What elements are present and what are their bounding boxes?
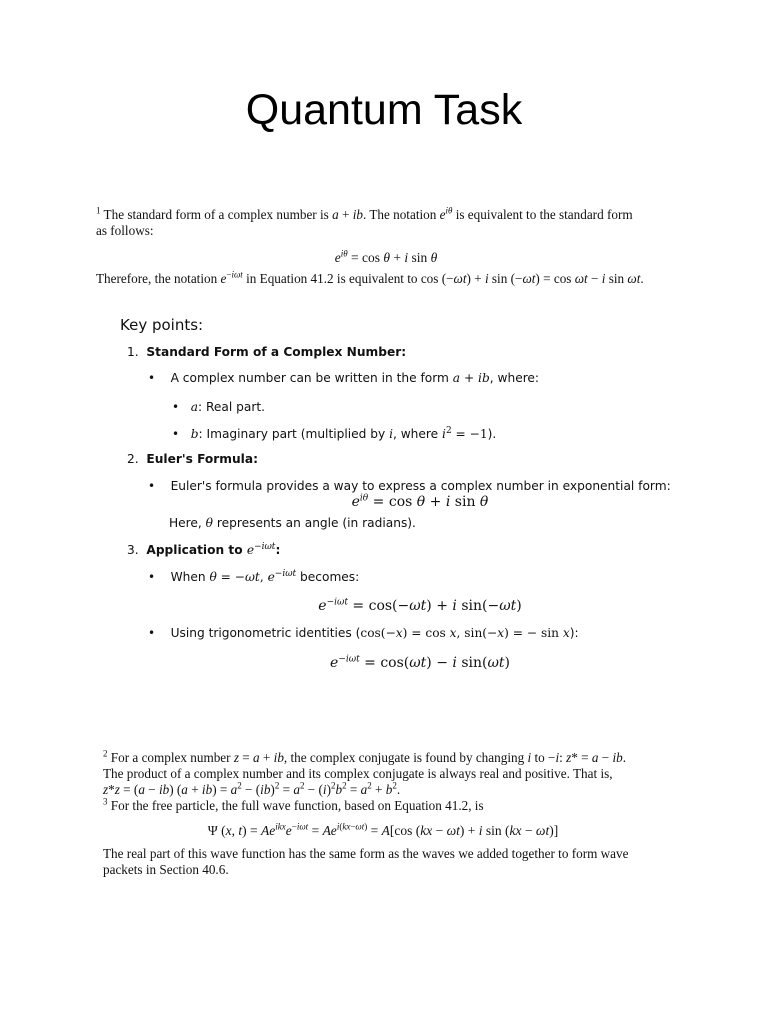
key-point-2-note: Here, θ represents an angle (in radians). xyxy=(169,516,416,530)
key-point-1-sub-b: • b: Imaginary part (multiplied by i, where $i^2 = -1$). xyxy=(172,425,497,441)
footnote-1-line-1: $^1$ The standard form of a complex number is a + ib. The notation $e^{i\theta}$ is equivalent to the standard form xyxy=(96,205,633,222)
eulers-formula-equation: $e^{i\theta} = \cos \theta + i$ sin θ xyxy=(351,493,489,510)
key-point-2-bullet: • Euler's formula provides a way to express a complex number in exponential form: xyxy=(148,479,671,493)
application-equation-2: $e^{-i\omega t} = \cos(\omega t) - i$ sin(ωt) xyxy=(330,654,510,671)
footnote-1-line-2: as follows: xyxy=(96,223,154,238)
footnote-3-line-2: The real part of this wave function has the same form as the waves we added together to form wave xyxy=(103,846,629,861)
footnote-1-line-3: Therefore, the notation $e^{-i\omega t}$ in Equation 41.2 is equivalent to cos (−ωt) + i sin (−ωt) = cos ωt − i sin ωt. xyxy=(96,269,644,286)
footnote-3-line-3: packets in Section 40.6. xyxy=(103,862,229,877)
footnote-2-line-1: $^2$ For a complex number z = a + ib, the complex conjugate is found by changing i to −i: z* = a − ib. xyxy=(103,748,627,765)
key-point-2-title: 2. Euler's Formula: xyxy=(127,452,258,466)
page-title: Quantum Task xyxy=(245,86,523,134)
footnote-2-line-2: The product of a complex number and its complex conjugate is always real and positive. That is, xyxy=(103,766,613,781)
key-point-3-title: 3. Application to $e^{-i\omega t}$: xyxy=(127,541,281,557)
footnote-3-line-1: $^3$ For the free particle, the full wave function, based on Equation 41.2, is xyxy=(103,796,484,813)
footnote-2 xyxy=(103,750,673,798)
footnote-1-equation: $e^{i\theta} = \cos \theta + i$ sin θ xyxy=(334,248,438,265)
key-point-1-title: 1. Standard Form of a Complex Number: xyxy=(127,345,407,359)
key-point-1-sub-a: • a: Real part. xyxy=(172,400,265,414)
footnote-2-line-3: z*z = (a − ib) $(a + ib) = a^2 - (ib)^2 = a^2 - (i)^2b^2 = a^2 + b^2$. xyxy=(103,780,401,797)
key-point-1-bullet: • A complex number can be written in the form a + ib, where: xyxy=(148,371,540,385)
wave-function-equation: Ψ (x, $t) = Ae^{ikx}e^{-i\omega t} = Ae^{i(kx-\omega t)} = A[\cos$ (kx − ωt) + i sin (kx − ωt)] xyxy=(207,821,559,838)
key-points-heading: Key points: xyxy=(120,316,204,334)
application-equation-1: $e^{-i\omega t} = \cos(-\omega t) + i$ sin(−ωt) xyxy=(318,597,522,614)
footnote-1 xyxy=(96,207,676,239)
key-point-3-bullet-2: • Using trigonometric identities (cos(−x) = cos x, sin(−x) = − sin x): xyxy=(148,626,579,640)
footnote-3-body xyxy=(103,846,673,878)
key-point-3-bullet-1: • When θ = −ωt, $e^{-i\omega t}$ becomes: xyxy=(148,568,360,584)
